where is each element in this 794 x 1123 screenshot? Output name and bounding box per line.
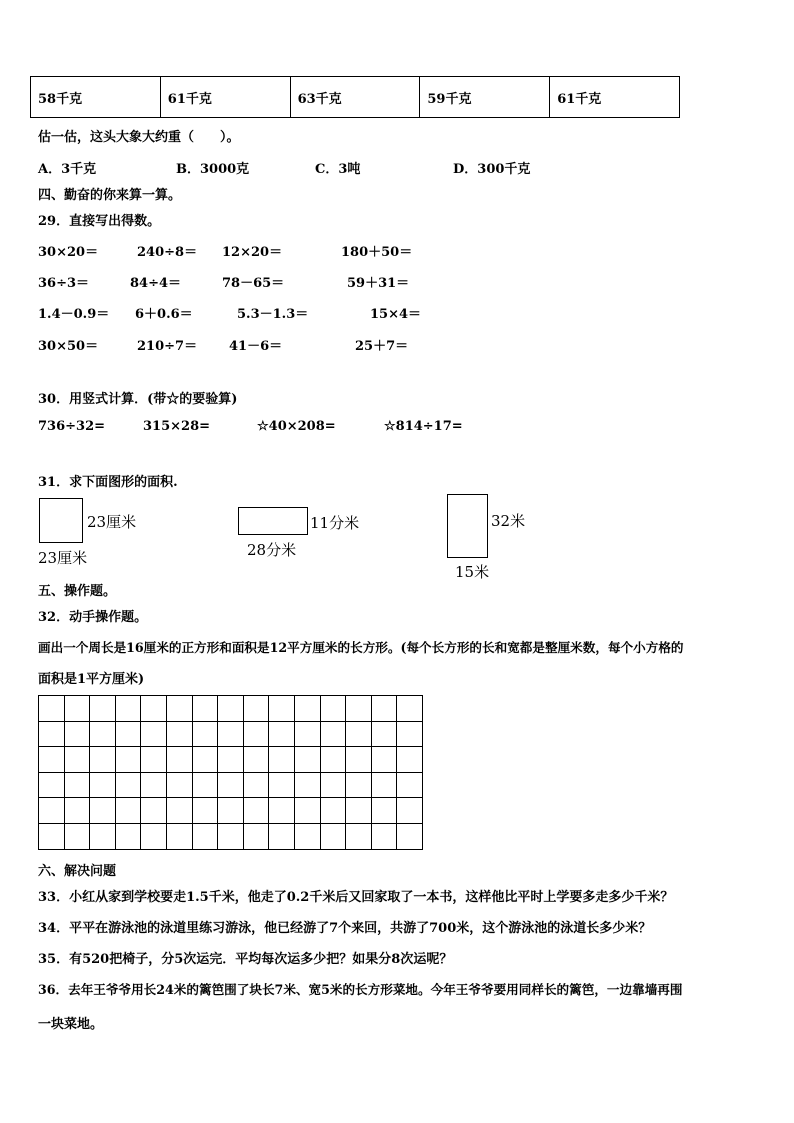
tall-rectangle-side-label: 32米 [491, 512, 526, 530]
estimate-option-d: D．300千克 [453, 162, 531, 177]
weight-cell: 61千克 [550, 77, 680, 118]
calc-item: 84÷4＝ [130, 276, 182, 291]
weight-cell: 59千克 [420, 77, 550, 118]
q35-text: 35．有520把椅子，分5次运完．平均每次运多少把？如果分8次运呢？ [38, 952, 453, 967]
estimate-option-b: B．3000克 [176, 162, 250, 177]
q32-text-continued: 面积是1平方厘米) [38, 672, 145, 687]
q31-title: 31．求下面图形的面积. [38, 475, 178, 490]
calc-item: 15×4＝ [370, 307, 422, 322]
q34-text: 34．平平在游泳池的泳道里练习游泳，他已经游了7个来回，共游了700米，这个游泳池的泳道长多少米？ [38, 921, 652, 936]
calc-item: 1.4－0.9＝ [38, 307, 110, 322]
section-6-title: 六、解决问题 [38, 864, 117, 879]
q32-title: 32．动手操作题。 [38, 610, 148, 625]
calc-item: 240÷8＝ [137, 245, 198, 260]
square-grid [38, 695, 423, 850]
calc-item: 30×50＝ [38, 339, 99, 354]
square-shape [39, 498, 83, 543]
q29-title: 29．直接写出得数。 [38, 214, 161, 229]
calc-item: 30×20＝ [38, 245, 99, 260]
calc-item: 210÷7＝ [137, 339, 198, 354]
weights-table [30, 76, 680, 118]
weight-cell: 58千克 [31, 77, 161, 118]
square-bottom-label: 23厘米 [38, 549, 88, 567]
q36-text: 36．去年王爷爷用长24米的篱笆围了块长7米、宽5米的长方形菜地。今年王爷爷要用同样长的篱笆，一边靠墙再围 [38, 982, 683, 997]
calc-item: 180＋50＝ [341, 245, 413, 260]
calc-item: 5.3－1.3＝ [237, 307, 309, 322]
calc-item: 36÷3＝ [38, 276, 90, 291]
calc-item: 78－65＝ [222, 276, 285, 291]
square-side-label: 23厘米 [87, 513, 137, 531]
weight-cell: 61千克 [160, 77, 290, 118]
tall-rectangle-shape [447, 494, 488, 558]
estimate-option-a: A．3千克 [38, 162, 97, 177]
section-4-title: 四、勤奋的你来算一算。 [38, 188, 182, 203]
q36-text-continued: 一块菜地。 [38, 1017, 104, 1032]
calc-item: 41－6＝ [229, 339, 283, 354]
calc-item: 6＋0.6＝ [135, 307, 193, 322]
q30-title: 30．用竖式计算．(带☆的要验算) [38, 392, 238, 407]
calc-item: 59＋31＝ [347, 276, 410, 291]
calc-item: 25＋7＝ [355, 339, 409, 354]
vertical-calc-item: 315×28= [143, 419, 211, 434]
estimate-prompt: 估一估，这头大象大约重（ ）。 [38, 130, 240, 145]
estimate-option-c: C．3吨 [315, 162, 361, 177]
weight-cell: 63千克 [290, 77, 420, 118]
q33-text: 33．小红从家到学校要走1.5千米，他走了0.2千米后又回家取了一本书，这样他比平时上学要多走多少千米？ [38, 890, 674, 905]
rectangle-bottom-label: 28分米 [247, 541, 297, 559]
tall-rectangle-bottom-label: 15米 [455, 563, 490, 581]
vertical-calc-item: ☆40×208= [257, 419, 336, 434]
rectangle-side-label: 11分米 [310, 514, 360, 532]
vertical-calc-item: ☆814÷17= [384, 419, 463, 434]
vertical-calc-item: 736÷32= [38, 419, 106, 434]
section-5-title: 五、操作题。 [38, 584, 117, 599]
calc-item: 12×20＝ [222, 245, 283, 260]
q32-text: 画出一个周长是16厘米的正方形和面积是12平方厘米的长方形。(每个长方形的长和宽都是整厘米数，每个小方格的 [38, 640, 684, 655]
rectangle-shape [238, 507, 308, 535]
